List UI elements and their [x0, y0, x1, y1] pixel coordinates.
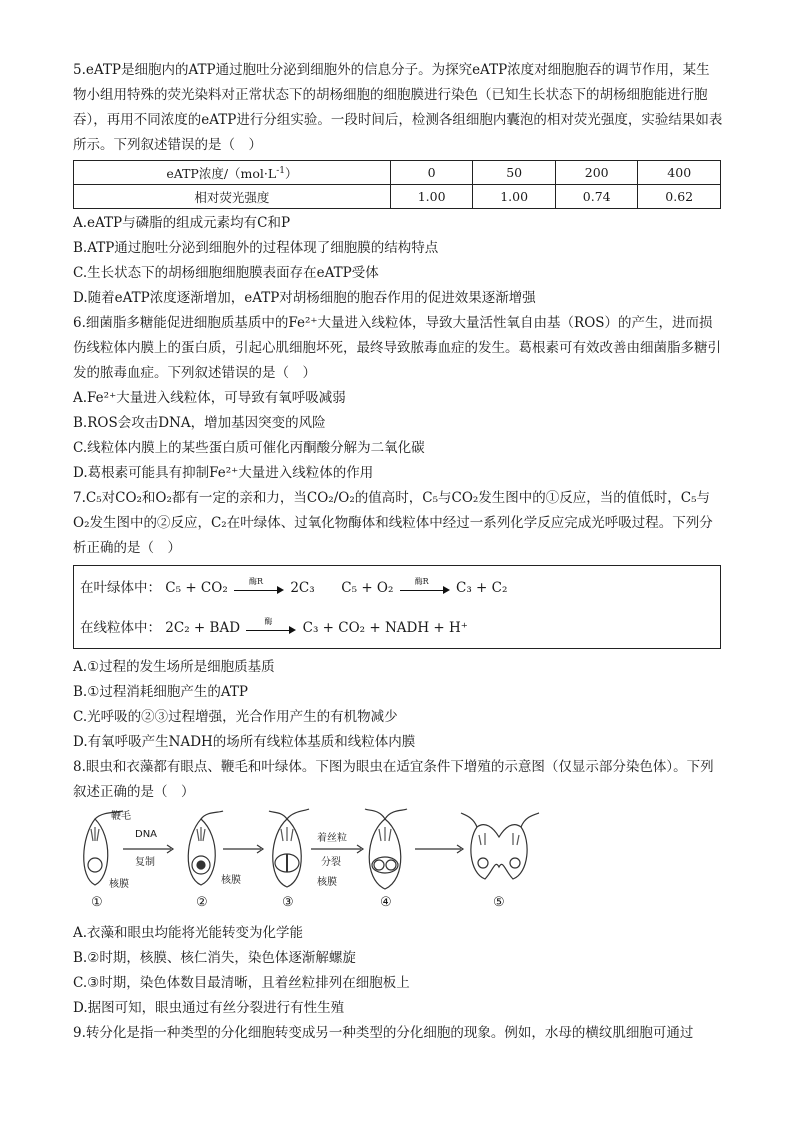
- label-nuclear-membrane: 核膜: [317, 877, 337, 888]
- q6-option-c[interactable]: C.线粒体内膜上的某些蛋白质可催化丙酮酸分解为二氧化碳: [73, 440, 425, 456]
- label-dna: DNA: [135, 829, 158, 840]
- table-cell: 200: [555, 161, 638, 185]
- stage-5-label: ⑤: [493, 895, 505, 910]
- q6-option-d[interactable]: D.葛根素可能具有抑制Fe²⁺大量进入线粒体的作用: [73, 465, 374, 481]
- q6-option-b[interactable]: B.ROS会攻击DNA，增加基因突变的风险: [73, 415, 326, 431]
- question-8-stem: 8.眼虫和衣藻都有眼点、鞭毛和叶绿体。下图为眼虫在适宜条件下增殖的示意图（仅显示部分染色体）。下列叙述正确的是（ ）: [73, 759, 714, 800]
- table-row: [74, 185, 721, 209]
- table-cell: 0.74: [555, 185, 638, 209]
- stage-3-label: ③: [282, 895, 294, 910]
- q5-option-d[interactable]: D.随着eATP浓度逐渐增加，eATP对胡杨细胞的胞吞作用的促进效果逐渐增强: [73, 290, 536, 306]
- table-row: [74, 161, 721, 185]
- q6-option-a[interactable]: A.Fe²⁺大量进入线粒体，可导致有氧呼吸减弱: [73, 390, 346, 406]
- table-header-intensity: 相对荧光强度: [74, 185, 391, 209]
- label-flagellum: 鞭毛: [111, 811, 131, 822]
- q8-option-b[interactable]: B.②时期，核膜、核仁消失，染色体逐渐解螺旋: [73, 950, 356, 966]
- question-5-stem: 5.eATP是细胞内的ATP通过胞吐分泌到细胞外的信息分子。为探究eATP浓度对细胞胞吞的调节作用，某生物小组用特殊的荧光染料对正常状态下的胡杨细胞的细胞膜进行染色（已知生长状态下的胡杨细胞能进行胞吞），再用不同浓度的eATP进行分组实验。一段时间后，检测各组细胞内囊泡的相对荧光强度，实验结果如表所示。下列叙述错误的是（ ）: [73, 62, 723, 153]
- reaction-arrow: 酶: [246, 622, 296, 636]
- table-cell: 50: [473, 161, 556, 185]
- label-nuclear-membrane: 核膜: [221, 875, 241, 886]
- eatp-table: [73, 160, 721, 209]
- label-split: 分裂: [321, 857, 341, 868]
- q7-option-a[interactable]: A.①过程的发生场所是细胞质基质: [73, 659, 275, 675]
- table-cell: 0.62: [638, 185, 721, 209]
- q8-option-a[interactable]: A.衣藻和眼虫均能将光能转变为化学能: [73, 925, 304, 941]
- q8-option-c[interactable]: C.③时期，染色体数目最清晰，且着丝粒排列在细胞板上: [73, 975, 410, 991]
- cell-5: [471, 825, 527, 879]
- reaction-arrow: 酶R: [400, 582, 450, 596]
- reaction-arrow: 酶R: [234, 582, 284, 596]
- q5-option-c[interactable]: C.生长状态下的胡杨细胞细胞膜表面存在eATP受体: [73, 265, 379, 281]
- q7-option-c[interactable]: C.光呼吸的②③过程增强，光合作用产生的有机物减少: [73, 709, 398, 725]
- nucleus-1: [88, 858, 102, 872]
- q7-option-d[interactable]: D.有氧呼吸产生NADH的场所有线粒体基质和线粒体内膜: [73, 734, 416, 750]
- q5-option-a[interactable]: A.eATP与磷脂的组成元素均有C和P: [73, 215, 291, 231]
- label-replication: 复制: [135, 857, 155, 868]
- table-cell: 0: [390, 161, 473, 185]
- question-6-stem: 6.细菌脂多糖能促进细胞质基质中的Fe²⁺大量进入线粒体，导致大量活性氧自由基（ROS）的产生，进而损伤线粒体内膜上的蛋白质，引起心肌细胞坏死，最终导致脓毒血症的发生。葛根素可有效改善由细菌脂多糖引发的脓毒血症。下列叙述错误的是（ ）: [73, 315, 721, 381]
- document-page: [73, 58, 723, 1046]
- table-cell: 400: [638, 161, 721, 185]
- question-9-stem: 9.转分化是指一种类型的分化细胞转变成另一种类型的分化细胞的现象。例如，水母的横纹肌细胞可通过: [73, 1025, 694, 1041]
- equation-row-chloroplast: 在叶绿体中： C₅ + CO₂ 酶R 2C₃ C₅ + O₂ 酶R C₃ + C₂: [80, 576, 508, 596]
- question-7-stem: 7.C₅对CO₂和O₂都有一定的亲和力，当CO₂/O₂的值高时，C₅与CO₂发生图中的①反应，当的值低时，C₅与O₂发生图中的②反应，C₂在叶绿体、过氧化物酶体和线粒体中经过一系列化学反应完成光呼吸过程。下列分析正确的是（ ）: [73, 490, 713, 556]
- q5-option-b[interactable]: B.ATP通过胞吐分泌到细胞外的过程体现了细胞膜的结构特点: [73, 240, 439, 256]
- table-cell: 1.00: [390, 185, 473, 209]
- q7-option-b[interactable]: B.①过程消耗细胞产生的ATP: [73, 684, 248, 700]
- q8-option-d[interactable]: D.据图可知，眼虫通过有丝分裂进行有性生殖: [73, 1000, 345, 1016]
- table-header-concentration: eATP浓度$/(mol\cdot L^{-1})$: [74, 161, 391, 185]
- cell-2: [188, 819, 215, 885]
- stage-1-label: ①: [91, 895, 103, 910]
- cell-1: [84, 819, 108, 885]
- equation-box: [73, 565, 721, 649]
- table-cell: 1.00: [473, 185, 556, 209]
- label-nuclear-membrane: 核膜: [109, 879, 129, 890]
- label-centromere: 着丝粒: [317, 833, 347, 844]
- stage-2-label: ②: [196, 895, 208, 910]
- equation-row-mitochondria: 在线粒体中： 2C₂ + BAD 酶 C₃ + CO₂ + NADH + H⁺: [80, 616, 468, 636]
- stage-4-label: ④: [380, 895, 392, 910]
- euglena-division-figure: [73, 807, 553, 917]
